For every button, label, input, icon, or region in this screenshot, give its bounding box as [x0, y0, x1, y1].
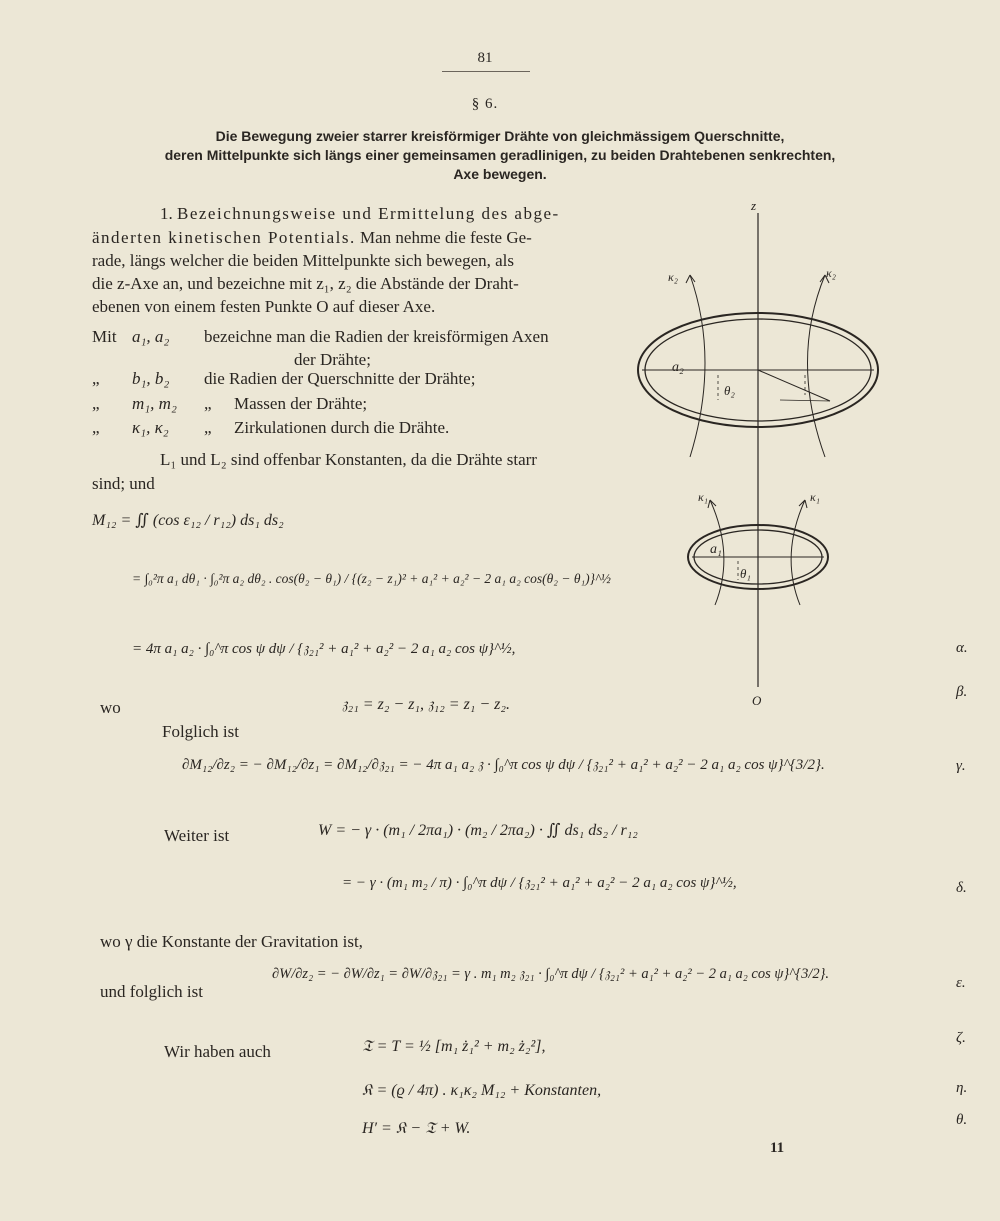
definition-row	[92, 367, 622, 390]
definition-text: die Radien der Querschnitte der Drähte;	[204, 369, 476, 388]
intro-text-1: Man nehme die feste Ge-	[360, 228, 532, 247]
definition-prefix: „	[92, 394, 100, 413]
title-line-3: Axe bewegen.	[453, 166, 547, 182]
equation-beta: 𝔷₂₁ = z₂ − z₁, 𝔷₁₂ = z₁ − z₂.	[342, 696, 510, 713]
equation-label-alpha: α.	[956, 640, 968, 656]
definition-prefix: Mit	[92, 327, 117, 346]
folglich-text: Folglich ist	[162, 722, 239, 741]
title-line-1: Die Bewegung zweier starrer kreisförmiger Drähte von gleichmässigem Querschnitte,	[215, 128, 785, 144]
definition-symbols: κ₁, κ₂	[132, 418, 169, 437]
section-title	[60, 127, 940, 184]
constants-line-2: sind; und	[92, 474, 155, 493]
equation-label-eta: η.	[956, 1080, 968, 1096]
upper-radius-line	[758, 370, 830, 401]
figure-theta1-label: θ₁	[740, 566, 751, 581]
definition-row	[92, 325, 622, 348]
definition-prefix: „	[92, 418, 100, 437]
figure-kappa2-right: κ₂	[826, 266, 836, 280]
definition-symbols: a₁, a₂	[132, 327, 170, 346]
subsection-heading: Bezeichnungsweise und Ermittelung des abge-	[177, 204, 560, 223]
title-line-2: deren Mittelpunkte sich längs einer gemeinsamen geradlinigen, zu beiden Drahtebenen senkrechten,	[164, 147, 836, 163]
upper-chord-line	[780, 400, 830, 401]
equation-label-theta: θ.	[956, 1112, 968, 1128]
sheet-signature: 11	[770, 1140, 785, 1156]
equation-gamma: ∂M₁₂/∂z₂ = − ∂M₁₂/∂z₁ = ∂M₁₂/∂𝔷₂₁ = − 4π a₁ a₂ 𝔷 · ∫₀^π cos ψ dψ / {𝔷₂₁² + a₁² + a₂² − 2 a₁ a₂ cos ψ}^{3/2}.	[182, 757, 825, 773]
gravitation-text: wo γ die Konstante der Gravitation ist,	[100, 932, 363, 951]
equation-label-delta: δ.	[956, 880, 967, 896]
figure-axis-bottom-label: O	[752, 693, 762, 708]
upper-flow-curve-right	[808, 275, 826, 457]
wo-text: wo	[100, 698, 121, 717]
figure-two-rings	[620, 195, 900, 710]
figure-kappa1-right: κ₁	[810, 490, 820, 504]
subsection-number: 1.	[160, 204, 173, 223]
equation-theta: H′ = 𝔎 − 𝔗 + W.	[362, 1120, 471, 1137]
upper-flow-curve-left	[690, 275, 705, 457]
definition-prefix: „	[92, 369, 100, 388]
equation-epsilon: ∂W/∂z₂ = − ∂W/∂z₁ = ∂W/∂𝔷₂₁ = γ . m₁ m₂ 𝔷₂₁ · ∫₀^π dψ / {𝔷₂₁² + a₁² + a₂² − 2 a₁ a₂ cos ψ}^{3/2}.	[272, 966, 830, 982]
lower-flow-curve-right	[791, 500, 805, 605]
definition-ditto: „	[204, 394, 212, 413]
intro-line-5: ebenen von einem festen Punkte O auf dieser Axe.	[92, 297, 436, 316]
weiter-text: Weiter ist	[164, 826, 230, 845]
definition-text: Zirkulationen durch die Drähte.	[234, 418, 450, 437]
page-number: 81	[477, 50, 493, 66]
equation-W-definition: W = − γ · (m₁ / 2πa₁) · (m₂ / 2πa₂) · ∬ ds₁ ds₂ / r₁₂	[318, 822, 638, 839]
equation-label-beta: β.	[956, 684, 968, 700]
definition-text: Massen der Drähte;	[234, 394, 368, 413]
intro-line-3: rade, längs welcher die beiden Mittelpunkte sich bewegen, als	[92, 251, 515, 270]
equation-M12-definition: M₁₂ = ∬ (cos ε₁₂ / r₁₂) ds₁ ds₂	[92, 512, 284, 529]
definition-row	[92, 416, 622, 439]
figure-kappa1-left: κ₁	[698, 490, 708, 504]
definition-row	[92, 392, 622, 415]
wir-haben-text: Wir haben auch	[164, 1042, 271, 1061]
definition-symbols: b₁, b₂	[132, 369, 170, 388]
definition-symbols: m₁, m₂	[132, 394, 177, 413]
subsection-heading-cont: änderten kinetischen Potentials.	[92, 228, 356, 247]
und-folglich-text: und folglich ist	[100, 982, 203, 1001]
equation-alpha: = 4π a₁ a₂ · ∫₀^π cos ψ dψ / {𝔷₂₁² + a₁² + a₂² − 2 a₁ a₂ cos ψ}^½,	[132, 641, 516, 657]
intro-line-4: die z-Axe an, und bezeichne mit z₁, z₂ die Abstände der Draht-	[92, 274, 519, 293]
definition-cont: der Drähte;	[294, 350, 371, 369]
equation-label-epsilon: ε.	[956, 975, 966, 991]
figure-axis-top-label: z	[751, 198, 757, 213]
header-rule	[442, 71, 530, 72]
upper-flow-arrow-left	[686, 275, 695, 283]
equation-delta: = − γ · (m₁ m₂ / π) · ∫₀^π dψ / {𝔷₂₁² + a₁² + a₂² − 2 a₁ a₂ cos ψ}^½,	[342, 875, 737, 891]
subsection-heading-line	[160, 202, 620, 225]
definition-text: bezeichne man die Radien der kreisförmigen Axen	[204, 327, 549, 346]
equation-label-zeta: ζ.	[956, 1030, 966, 1046]
figure-kappa2-left: κ₂	[668, 270, 678, 284]
intro-line-2	[92, 226, 622, 249]
equation-zeta: 𝔗 = T = ½ [m₁ ż₁² + m₂ ż₂²],	[362, 1038, 546, 1055]
definition-ditto: „	[204, 418, 212, 437]
equation-label-gamma: γ.	[956, 758, 966, 774]
figure-a2-label: a₂	[672, 360, 684, 375]
constants-line: L₁ und L₂ sind offenbar Konstanten, da die Drähte starr	[160, 450, 537, 469]
figure-a1-label: a₁	[710, 542, 722, 557]
figure-theta2-label: θ₂	[724, 383, 735, 398]
equation-eta: 𝔎 = (ϱ / 4π) . κ₁κ₂ M₁₂ + Konstanten,	[362, 1082, 602, 1099]
section-number: § 6.	[471, 96, 499, 112]
equation-M12-integral: = ∫₀²π a₁ dθ₁ · ∫₀²π a₂ dθ₂ . cos(θ₂ − θ₁) / {(z₂ − z₁)² + a₁² + a₂² − 2 a₁ a₂ cos(θ₂ − θ₁)}^½	[132, 571, 611, 586]
